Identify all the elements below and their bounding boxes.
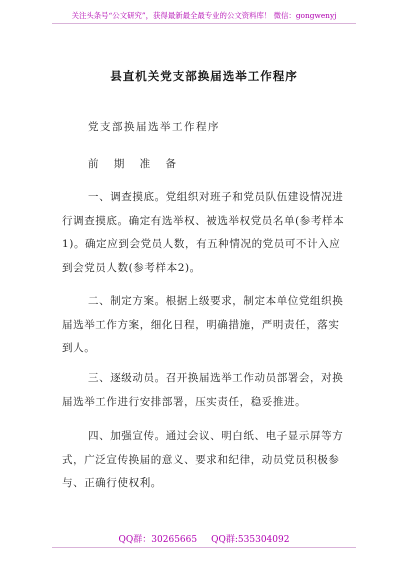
paragraph-line: 与、正确行使权利。: [62, 477, 162, 489]
paragraph-publicity: [62, 425, 358, 496]
paragraph-line: 四、加强宣传。通过会议、明白纸、电子显示屏等方: [88, 430, 344, 442]
paragraph-line: 届选举工作方案，细化日程，明确措施，严明责任，落实: [62, 318, 340, 331]
paragraph-survey: [62, 186, 358, 280]
paragraph-line: 1)。确定应到会党员人数，有五种情况的党员可不计入应: [62, 238, 341, 250]
paragraph-line: 一、调查摸底。党组织对班子和党员队伍建设情况进: [88, 191, 344, 203]
paragraph-line: 到会党员人数(参考样本2)。: [62, 261, 201, 274]
footer-divider: [52, 547, 356, 548]
qq-group-2: QQ群:535304092: [211, 535, 290, 545]
paragraph-line: 二、制定方案。根据上级要求，制定本单位党组织换: [88, 295, 344, 307]
paragraph-line: 到人。: [62, 342, 96, 354]
paragraph-line: 届选举工作进行安排部署，压实责任，稳妥推进。: [62, 395, 307, 408]
document-subheading: 党支部换届选举工作程序: [88, 121, 220, 133]
paragraph-mobilize: [62, 367, 358, 414]
qq-group-1: QQ群：30265665: [118, 535, 198, 545]
paragraph-line: 三、逐级动员。召开换届选举工作动员部署会，对换: [88, 372, 344, 384]
section-heading: 前 期 准 备: [88, 158, 183, 170]
footer-contacts: [0, 532, 408, 545]
paragraph-line: 式，广泛宣传换届的意义、要求和纪律，动员党员积极参: [62, 453, 340, 466]
paragraph-line: 行调查摸底。确定有选举权、被选举权党员名单(参考样本: [62, 214, 345, 227]
paragraph-plan: [62, 290, 358, 361]
header-banner: 关注头条号“公文研究”，获得最新最全最专业的公文资料库！ 微信：gongwenyj: [71, 11, 337, 20]
header-divider: [52, 23, 356, 24]
document-title: 县直机关党支部换届选举工作程序: [110, 69, 298, 83]
